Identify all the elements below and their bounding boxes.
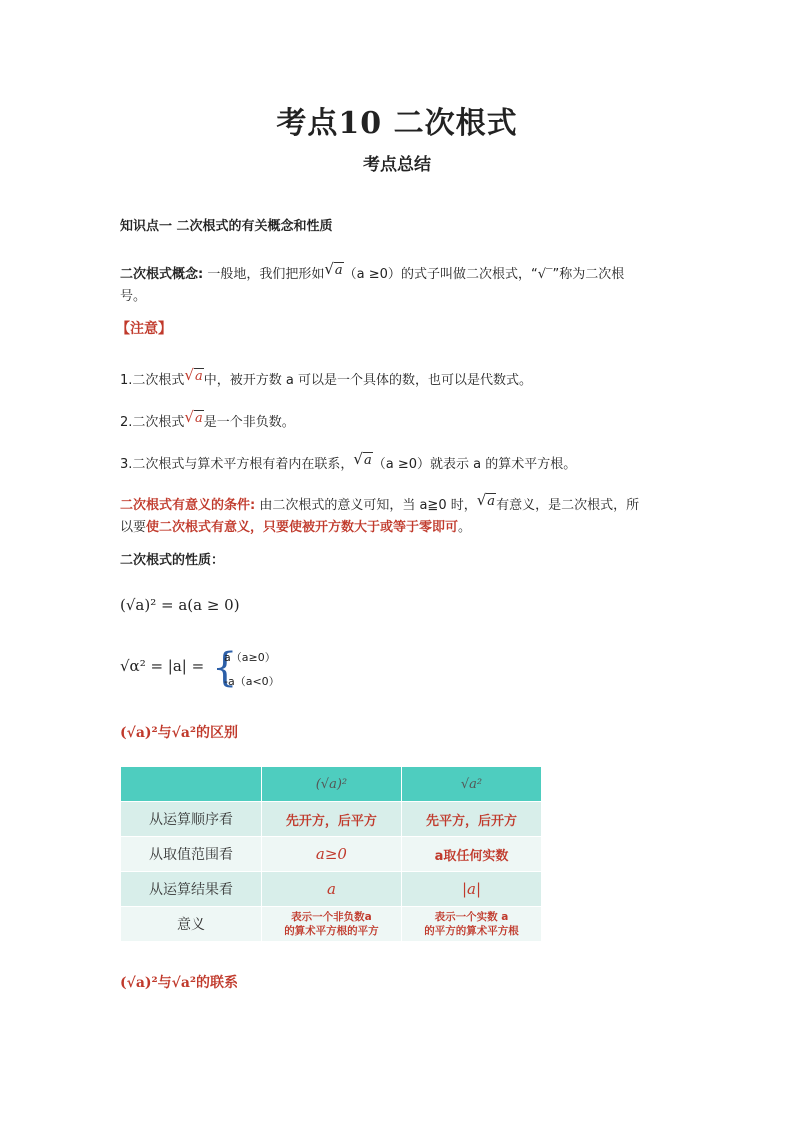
case-negative: -a（a<0） [224,675,280,688]
table-cell: 先平方，后开方 [401,802,541,837]
table-row [121,907,542,942]
table-row-label: 从运算顺序看 [121,802,262,837]
note-3: 3.二次根式与算术平方根有着内在联系，√a（a ≥0）就表示 a 的算术平方根。 [120,450,577,472]
difference-heading: (√a)²与√a²的区别 [120,725,239,741]
sqrt-expression: √a [476,491,496,509]
relation-heading: (√a)²与√a²的联系 [120,975,239,991]
table-cell: 表示一个非负数a 的算术平方根的平方 [261,907,401,942]
table-cell: 先开方，后平方 [261,802,401,837]
sqrt-expression: √a [184,408,203,426]
table-row [121,802,542,837]
table-cell: a取任何实数 [401,837,541,872]
concept-condition: （a ≥0） [343,267,401,282]
table-row [121,872,542,907]
radical-symbol: √‾ [537,267,553,282]
brace-symbol: { [212,645,238,691]
page-subtitle: 考点总结 [363,155,431,175]
note-1: 1.二次根式√a中，被开方数 a 可以是一个具体的数，也可以是代数式。 [120,366,532,388]
meaning-label: 二次根式有意义的条件: [120,498,256,513]
concept-continuation: 号。 [120,289,147,304]
page-title: 考点10 二次根式 [276,106,518,141]
concept-label: 二次根式概念: [120,267,204,282]
note-2: 2.二次根式√a是一个非负数。 [120,408,295,430]
sqrt-expression: √a [184,366,203,384]
table-cell: |a| [401,872,541,907]
table-row-label: 从取值范围看 [121,837,262,872]
table-header-cell: (√a)² [261,767,401,802]
meaning-paragraph: 二次根式有意义的条件: 由二次根式的意义可知，当 a≧0 时，√a有意义，是二次根式，所 [120,491,640,513]
formula-square-of-root: (√a)² = a(a ≥ 0) [120,596,240,614]
sqrt-expression: √a [324,260,343,278]
table-row-label: 意义 [121,907,262,942]
concept-text: 一般地，我们把形如 [203,267,325,282]
piecewise-cases [212,646,332,692]
concept-paragraph [120,258,680,286]
table-cell: 表示一个实数 a 的平方的算术平方根 [401,907,541,942]
table-header-row [121,767,542,802]
comparison-table [120,766,542,942]
formula-root-of-square: √α² = |a| = [120,657,205,675]
sqrt-expression: √a [353,450,372,468]
table-cell: a [261,872,401,907]
properties-label: 二次根式的性质： [120,553,225,568]
table-header-cell [121,767,262,802]
meaning-emphasis: 使二次根式有意义，只要使被开方数大于或等于零即可 [146,520,459,535]
note-label: 【注意】 [116,321,172,337]
case-nonnegative: a（a≥0） [224,651,276,664]
table-header-cell: √a² [401,767,541,802]
table-row [121,837,542,872]
table-cell: a≥0 [261,837,401,872]
concept-text-b: 的式子叫做二次根式，“ [400,267,538,282]
section-heading: 知识点一 二次根式的有关概念和性质 [120,219,333,234]
concept-text-c: ”称为二次根 [552,267,625,282]
meaning-continuation: 以要使二次根式有意义，只要使被开方数大于或等于零即可。 [120,520,472,535]
table-row-label: 从运算结果看 [121,872,262,907]
